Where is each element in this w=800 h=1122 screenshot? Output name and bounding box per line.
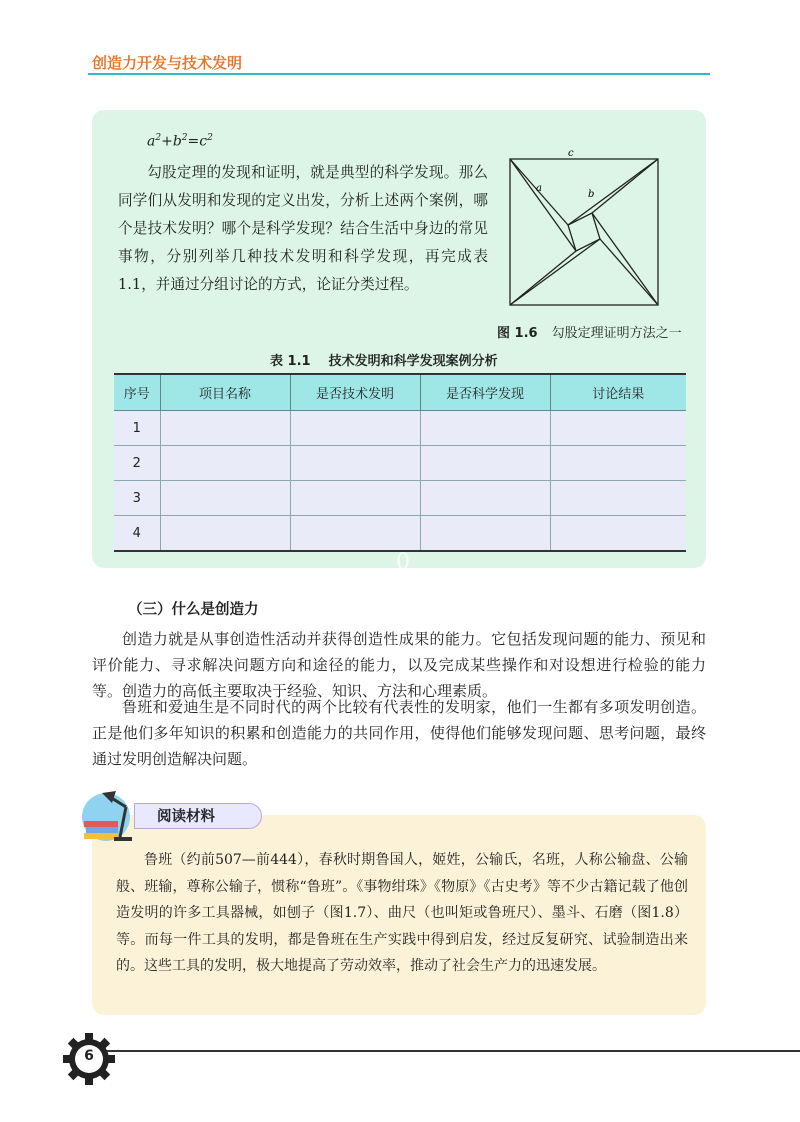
segment-bottom-left: [510, 251, 576, 305]
row-index: 2: [114, 446, 160, 481]
footer-rule: [92, 1050, 800, 1052]
table-cell[interactable]: [420, 411, 550, 446]
body-paragraph-2: 鲁班和爱迪生是不同时代的两个比较有代表性的发明家，他们一生都有多项发明创造。正是他们多年知识的积累和创造能力的共同作用，使得他们能够发现问题、思考问题，最终通过发明创造解决问题。: [92, 698, 706, 768]
reading-paragraph: 鲁班（约前507—前444），春秋时期鲁国人，姬姓，公输氏，名班，人称公输盘、公输般、班输，尊称公输子，惯称“鲁班”。《事物绀珠》《物原》《古史考》等不少古籍记载了他创造发明的许多工具器械，如刨子（图1.7）、曲尺（也叫矩或鲁班尺）、墨斗、石磨（图1.8）等。而每一件工具的发明，都是鲁班在生产实践中得到启发，经过反复研究、试验制造出来的。这些工具的发明，极大地提高了劳动效率，推动了社会生产力的迅速发展。: [116, 852, 688, 974]
header-result: 讨论结果: [550, 374, 686, 411]
label-b: b: [588, 189, 595, 200]
table-row: [114, 411, 686, 446]
table-cell[interactable]: [290, 516, 420, 552]
label-c: c: [568, 148, 574, 159]
page-number: 6: [84, 1048, 94, 1064]
inner-square: [568, 213, 600, 251]
table-cell[interactable]: [160, 516, 290, 552]
label-a: a: [536, 183, 542, 194]
table-cell[interactable]: [420, 446, 550, 481]
body-paragraph-1: 创造力就是从事创造性活动并获得创造性成果的能力。它包括发现问题的能力、预见和评价能力、寻求解决问题方向和途径的能力，以及完成某些操作和对设想进行检验的能力等。创造力的高低主要取决于经验、知识、方法和心理素质。: [92, 630, 706, 700]
header-rule: [88, 73, 710, 75]
table-cell[interactable]: [550, 481, 686, 516]
table-cell[interactable]: [160, 481, 290, 516]
table-cell[interactable]: [420, 481, 550, 516]
table-row: [114, 446, 686, 481]
table-cell[interactable]: [420, 516, 550, 552]
figure-caption: 图 1.6 勾股定理证明方法之一: [497, 326, 682, 341]
header-is-discovery: 是否科学发现: [420, 374, 550, 411]
table-cell[interactable]: [290, 411, 420, 446]
table-caption: 表 1.1 技术发明和科学发现案例分析: [270, 354, 498, 369]
segment-b: [568, 159, 658, 225]
table-cell[interactable]: [550, 446, 686, 481]
table-cell[interactable]: [160, 446, 290, 481]
row-index: 3: [114, 481, 160, 516]
running-header-title: 创造力开发与技术发明: [92, 54, 243, 72]
table-header-row: [114, 374, 686, 411]
reading-tab-label: 阅读材料: [134, 803, 262, 829]
table-cell[interactable]: [160, 411, 290, 446]
table-row: [114, 516, 686, 552]
activity-paragraph: 勾股定理的发现和证明，就是典型的科学发现。那么同学们从发明和发现的定义出发，分析上述两个案例，哪个是技术发明？哪个是科学发现？结合生活中身边的常见事物，分别列举几种技术发明和科学发现，再完成表 1.1，并通过分组讨论的方式，论证分类过程。: [118, 164, 488, 293]
header-is-invention: 是否技术发明: [290, 374, 420, 411]
table-row: [114, 481, 686, 516]
pythagorean-formula: $a^2+b^2=c^2$: [147, 133, 213, 150]
case-analysis-table: [114, 373, 686, 552]
outer-square: [510, 159, 658, 305]
segment-top-right: [592, 159, 658, 213]
table-cell[interactable]: [550, 516, 686, 552]
table-cell[interactable]: [290, 481, 420, 516]
pythagorean-proof-figure: [500, 145, 670, 317]
table-cell[interactable]: [550, 411, 686, 446]
section-heading: （三）什么是创造力: [128, 602, 259, 618]
row-index: 4: [114, 516, 160, 552]
header-index: 序号: [114, 374, 160, 411]
segment-bottom-right: [600, 239, 658, 305]
watermark: 0: [396, 550, 410, 575]
header-project: 项目名称: [160, 374, 290, 411]
table-cell[interactable]: [290, 446, 420, 481]
row-index: 1: [114, 411, 160, 446]
